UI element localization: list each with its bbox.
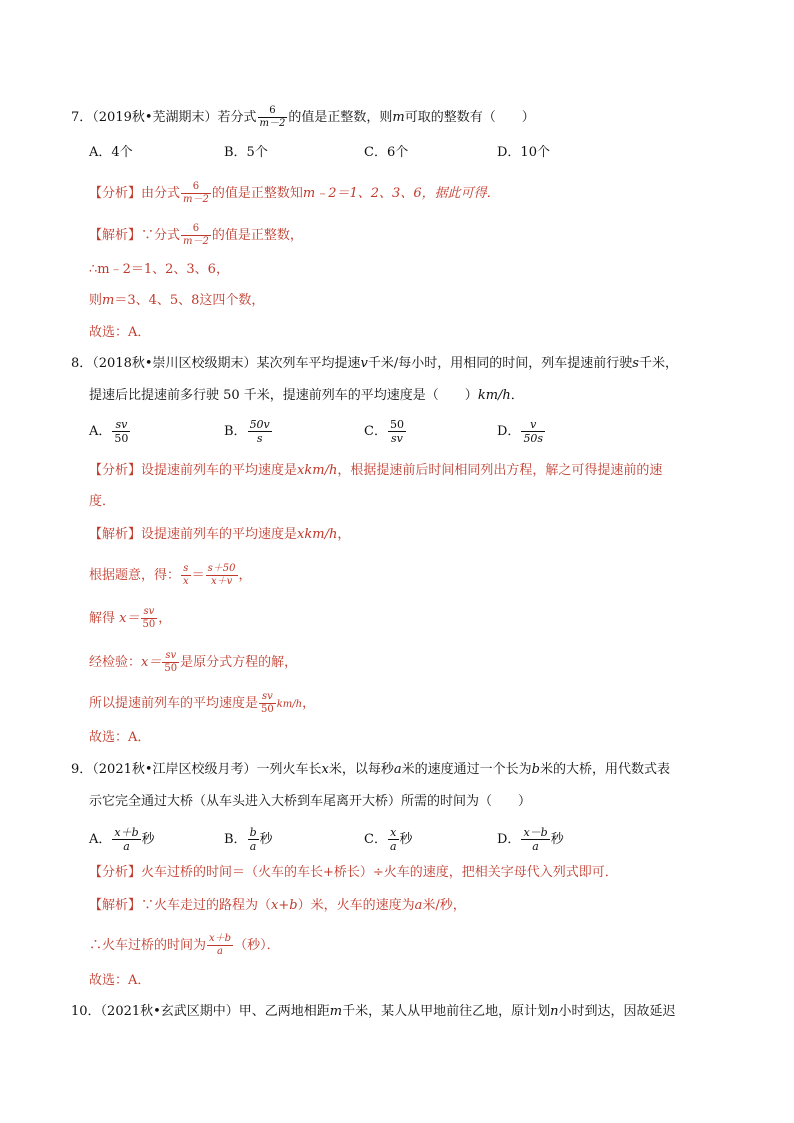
q7-option-c: C．6个: [364, 145, 409, 160]
q7-analysis: 【分析】由分式 $\frac{6}{m-2}$ 的值是正整数知m﹣2＝1、2、3、6，据此可得．: [89, 181, 500, 205]
q8-option-d: D． $\frac{v}{50s}$: [497, 418, 544, 445]
q10-stem: 10．（2021秋•玄武区期中）甲、乙两地相距m千米，某人从甲地前往乙地，原计划n小时到达，因故延迟: [71, 1004, 676, 1019]
q9-option-b: B． $\frac{b}{a}$ 秒: [224, 826, 273, 853]
q8-answer: 故选：A．: [89, 730, 151, 745]
q9-option-a: A． $\frac{x+b}{a}$ 秒: [89, 826, 155, 853]
q8-check: 经检验：x＝ $\frac{sv}{50}$ 是原分式方程的解，: [89, 650, 298, 674]
q7-solution-line: 则m＝3、4、5、8这四个数，: [89, 293, 265, 308]
q7-stem: 7．（2019秋•芜湖期末）若分式 $\frac{6}{m-2}$ 的值是正整数，则m可取的整数有（ ）: [71, 105, 535, 129]
q8-solution: 【解析】设提速前列车的平均速度是xkm/h，: [89, 527, 351, 542]
q7-option-b: B．5个: [224, 145, 268, 160]
q9-option-c: C． $\frac{x}{a}$ 秒: [364, 826, 413, 853]
q8-option-a: A． $\frac{sv}{50}$: [89, 418, 129, 445]
q8-equation: 根据题意，得： $\frac{s}{x}$ ＝ $\frac{s+50}{x+v}$ ，: [89, 563, 252, 587]
q7-solution-line: ∴m﹣2＝1、2、3、6，: [89, 262, 229, 277]
q9-option-d: D． $\frac{x-b}{a}$ 秒: [497, 826, 564, 853]
q8-option-c: C． $\frac{50}{sv}$: [364, 418, 404, 445]
q7-option-d: D．10个: [497, 145, 550, 160]
q7-fraction: $\frac{6}{m-2}$: [259, 105, 286, 129]
q9-stem-line2: 示它完全通过大桥（从车头进入大桥到车尾离开大桥）所需的时间为（ ）: [89, 794, 532, 809]
q7-answer: 故选：A．: [89, 325, 151, 340]
q7-solution: 【解析】∵分式 $\frac{6}{m-2}$ 的值是正整数，: [89, 223, 303, 247]
q8-analysis: 【分析】设提速前列车的平均速度是xkm/h，根据提速前后时间相同列出方程，解之可得提速前的速: [89, 463, 663, 478]
q9-answer: 故选：A．: [89, 973, 151, 988]
q7-option-a: A．4个: [89, 145, 133, 160]
q8-solve: 解得 x＝ $\frac{sv}{50}$ ，: [89, 606, 172, 630]
q8-stem: 8．（2018秋•崇川区校级期末）某次列车平均提速v千米/每小时，用相同的时间，列车提速前行驶s千米，: [71, 356, 678, 371]
q8-stem-line2: 提速后比提速前多行驶 50 千米，提速前列车的平均速度是（ ）km/h．: [89, 388, 524, 403]
q8-analysis-line2: 度．: [89, 494, 116, 509]
q8-option-b: B． $\frac{50v}{s}$: [224, 418, 270, 445]
q9-solution-line: ∴火车过桥的时间为 $\frac{x+b}{a}$ （秒）．: [89, 933, 280, 957]
q8-conclusion: 所以提速前列车的平均速度是 $\frac{sv}{50}$ km/h，: [89, 691, 316, 715]
q9-stem: 9．（2021秋•江岸区校级月考）一列火车长x米，以每秒a米的速度通过一个长为b米的大桥，用代数式表: [71, 762, 671, 777]
q9-analysis: 【分析】火车过桥的时间＝（火车的车长+桥长）÷火车的速度，把相关字母代入列式即可．: [89, 865, 618, 880]
q9-solution: 【解析】∵火车走过的路程为（x+b）米，火车的速度为a米/秒，: [89, 898, 466, 913]
